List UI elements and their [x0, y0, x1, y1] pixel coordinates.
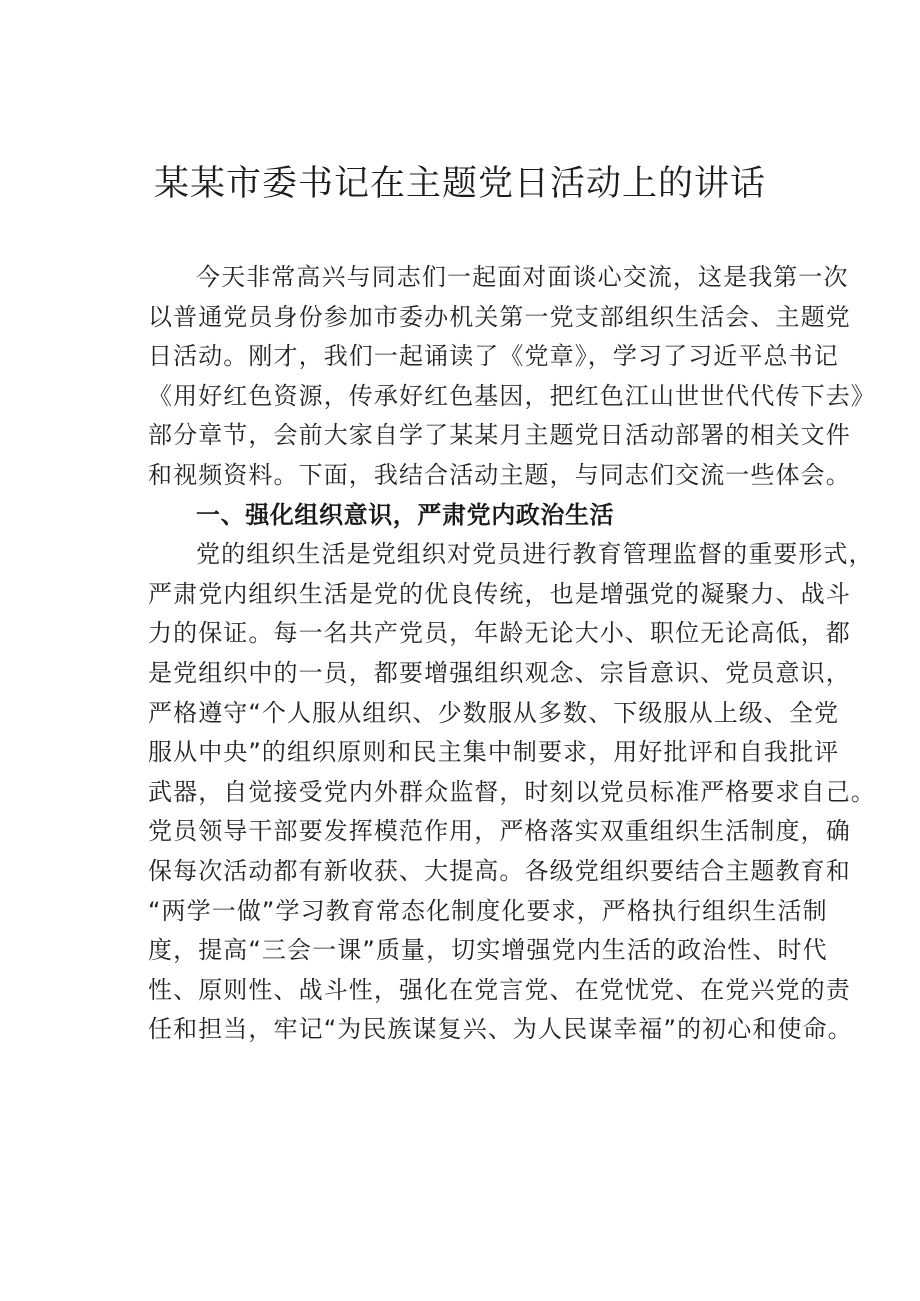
text-line: 服从中央”的组织原则和民主集中制要求，用好批评和自我批评 — [148, 738, 840, 767]
text-line: 严肃党内组织生活是党的优良传统，也是增强党的凝聚力、战斗 — [148, 579, 851, 608]
text-line: 任和担当，牢记“为民族谋复兴、为人民谋幸福”的初心和使命。 — [148, 1015, 853, 1044]
section-heading: 一、强化组织意识，严肃党内政治生活 — [196, 500, 615, 529]
text-line: 部分章节，会前大家自学了某某月主题党日活动部署的相关文件 — [148, 421, 851, 450]
paragraph-intro — [148, 258, 876, 496]
text-line: 度，提高“三会一课”质量，切实增强党内生活的政治性、时代 — [148, 936, 828, 965]
text-line: 是党组织中的一员，都要增强组织观念、宗旨意识、党员意识， — [148, 658, 851, 687]
text-line: 党员领导干部要发挥模范作用，严格落实双重组织生活制度，确 — [148, 817, 851, 846]
text-line: 严格遵守“个人服从组织、少数服从多数、下级服从上级、全党 — [148, 698, 840, 727]
text-line: 武器，自觉接受党内外群众监督，时刻以党员标准严格要求自己。 — [148, 777, 876, 806]
document-title: 某某市委书记在主题党日活动上的讲话 — [153, 164, 766, 204]
text-line: 党的组织生活是党组织对党员进行教育管理监督的重要形式， — [196, 540, 874, 569]
text-line: 今天非常高兴与同志们一起面对面谈心交流，这是我第一次 — [196, 263, 849, 291]
text-line: 力的保证。每一名共产党员，年龄无论大小、职位无论高低，都 — [148, 619, 851, 648]
text-line: 以普通党员身份参加市委办机关第一党支部组织生活会、主题党 — [148, 302, 851, 331]
document-body — [148, 258, 876, 1050]
text-line: 《用好红色资源，传承好红色基因，把红色江山世世代代传下去》 — [148, 381, 876, 410]
text-line: 日活动。刚才，我们一起诵读了《党章》，学习了习近平总书记 — [148, 342, 839, 371]
paragraph-section-1 — [148, 535, 876, 1050]
text-line: 性、原则性、战斗性，强化在党言党、在党忧党、在党兴党的责 — [148, 975, 851, 1004]
text-line: 保每次活动都有新收获、大提高。各级党组织要结合主题教育和 — [148, 856, 851, 885]
text-line: 和视频资料。下面，我结合活动主题，与同志们交流一些体会。 — [148, 460, 851, 489]
text-line: “两学一做”学习教育常态化制度化要求，严格执行组织生活制 — [148, 896, 828, 925]
